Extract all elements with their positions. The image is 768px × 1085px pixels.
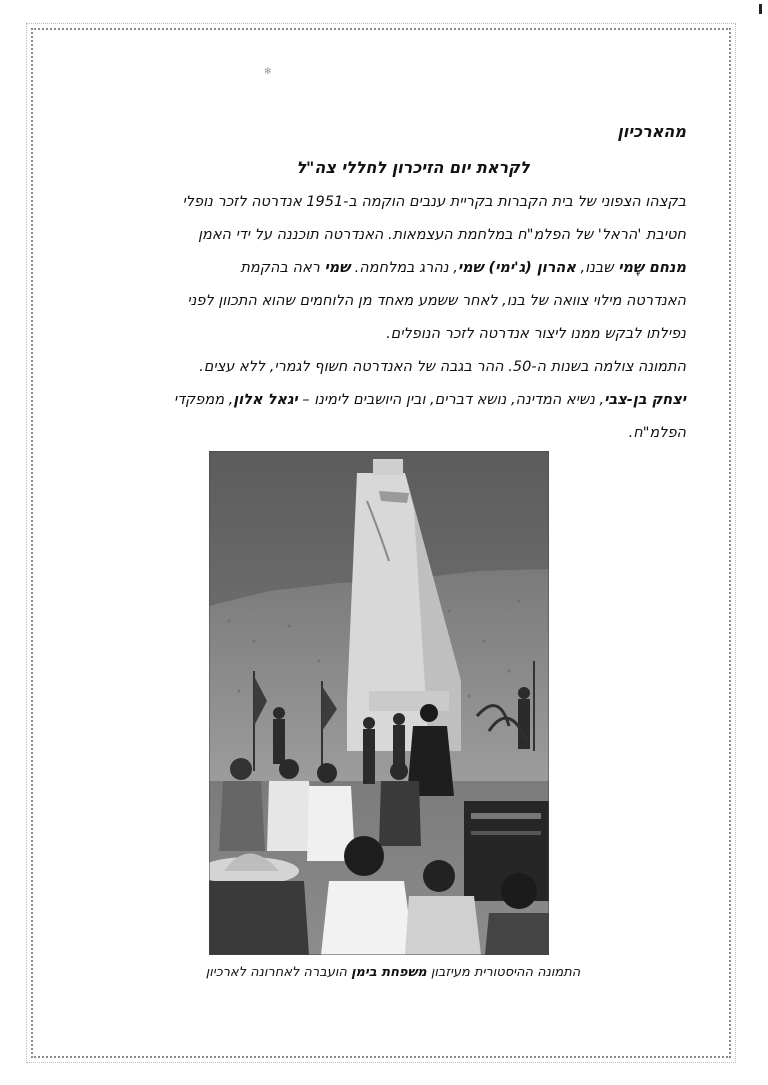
- text-line: חטיבת 'הראל' של הפלמ"ח במלחמת העצמאות. האנדרטה תוכננה על ידי האמן: [198, 227, 686, 243]
- caption-text: התמונה ההיסטורית מעיזבון: [426, 965, 581, 980]
- family-name: משפחת בימן: [351, 965, 427, 980]
- text-line: האנדרטה מילוי צוואה של בנו, לאחר ששמע מאחד מן הלוחמים שהוא התכוון לפני: [187, 293, 686, 309]
- text-line: נפילתו לבקש ממנו ליצור אנדרטה לזכר הנופלים.: [386, 326, 686, 342]
- text-fragment: ראה בהקמת: [240, 260, 325, 276]
- paragraph-1: [100, 186, 686, 351]
- text-line: התמונה צולמה בשנות ה-50. ההר בגבה של האנדרטה חשוף לגמרי, ללא עצים.: [199, 359, 686, 375]
- shemi-name: שמי: [324, 260, 351, 276]
- son-name: אהרון (ג'ימי) שמי: [457, 260, 576, 276]
- photo-caption: [100, 962, 686, 984]
- president-name: יצחק בן-צבי: [604, 392, 686, 408]
- text-fragment: שבנו,: [575, 260, 619, 276]
- section-label: מהארכיון: [617, 122, 686, 141]
- scan-mark: [759, 4, 762, 14]
- paragraph-2: [100, 351, 686, 450]
- page-title: לקראת יום הזיכרון לחללי צה"ל: [296, 158, 530, 177]
- article: [100, 120, 686, 450]
- text-line: בקצהו הצפוני של בית הקברות בקריית ענבים הוקמה ב-1951 אנדרטה לזכר נופלי: [182, 194, 686, 210]
- text-fragment: , נשיא המדינה, נושא דברים, ובין היושבים לימינו –: [297, 392, 605, 408]
- text-line: הפלמ"ח.: [628, 425, 686, 441]
- text-fragment: , נהרג במלחמה.: [350, 260, 458, 276]
- memorial-ceremony-photo: [209, 451, 549, 955]
- allon-name: יגאל אלון: [233, 392, 298, 408]
- archival-photo: [209, 451, 549, 955]
- sculptor-name: מנחם שֶמי: [618, 260, 686, 276]
- text-fragment: , ממפקדי: [173, 392, 234, 408]
- scan-speck: ✻: [264, 67, 272, 77]
- caption-text: הועברה לאחרונה לארכיון: [205, 965, 352, 980]
